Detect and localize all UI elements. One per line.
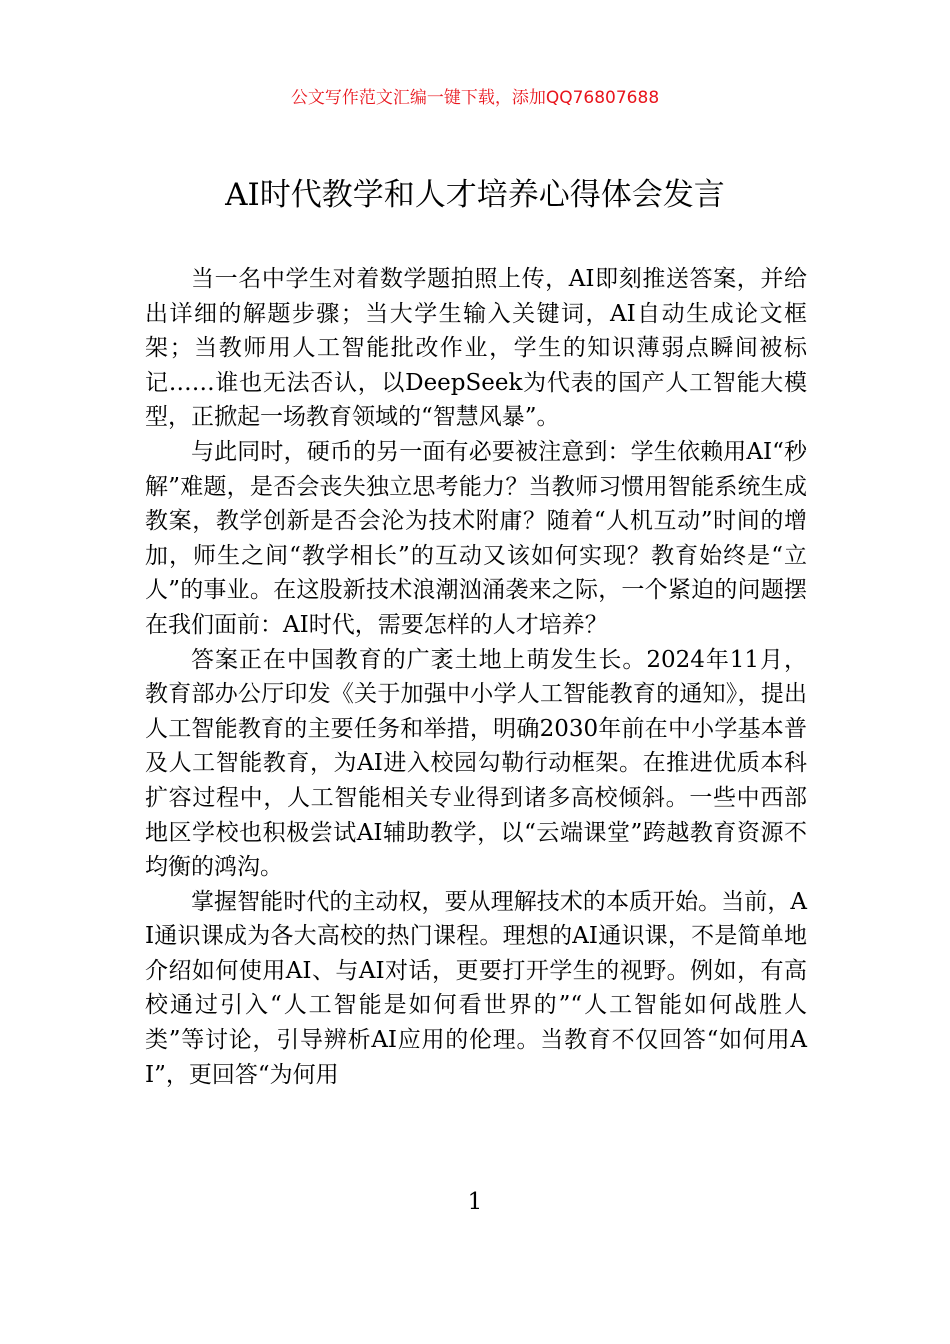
paragraph-1: 当一名中学生对着数学题拍照上传，AI即刻推送答案，并给出详细的解题步骤；当大学生输入关键词，AI自动生成论文框架；当教师用人工智能批改作业，学生的知识薄弱点瞬间被标记……谁也无法否认，以DeepSeek为代表的国产人工智能大模型，正掀起一场教育领域的“智慧风暴”。 <box>145 266 807 431</box>
paragraph-2: 与此同时，硬币的另一面有必要被注意到：学生依赖用AI“秒解”难题，是否会丧失独立思考能力？当教师习惯用智能系统生成教案，教学创新是否会沦为技术附庸？随着“人机互动”时间的增加，师生之间“教学相长”的互动又该如何实现？教育始终是“立人”的事业。在这股新技术浪潮汹涌袭来之际，一个紧迫的问题摆在我们面前：AI时代，需要怎样的人才培养？ <box>145 438 807 638</box>
page-title: AI时代教学和人才培养心得体会发言 <box>225 177 725 213</box>
paragraph-3: 答案正在中国教育的广袤土地上萌发生长。2024年11月，教育部办公厅印发《关于加强中小学人工智能教育的通知》，提出人工智能教育的主要任务和举措，明确2030年前在中小学基本普及人工智能教育，为AI进入校园勾勒行动框架。在推进优质本科扩容过程中，人工智能相关专业得到诸多高校倾斜。一些中西部地区学校也积极尝试AI辅助教学，以“云端课堂”跨越教育资源不均衡的鸿沟。 <box>145 646 807 881</box>
download-banner: 公文写作范文汇编一键下载，添加QQ76807688 <box>290 88 660 108</box>
paragraph-4: 掌握智能时代的主动权，要从理解技术的本质开始。当前，AI通识课成为各大高校的热门课程。理想的AI通识课，不是简单地介绍如何使用AI、与AI对话，更要打开学生的视野。例如，有高校通过引入“人工智能是如何看世界的”“人工智能如何战胜人类”等讨论，引导辨析AI应用的伦理。当教育不仅回答“如何用AI”，更回答“为何用 <box>145 888 807 1088</box>
document-body <box>145 262 807 1092</box>
page-number: 1 <box>467 1189 483 1215</box>
